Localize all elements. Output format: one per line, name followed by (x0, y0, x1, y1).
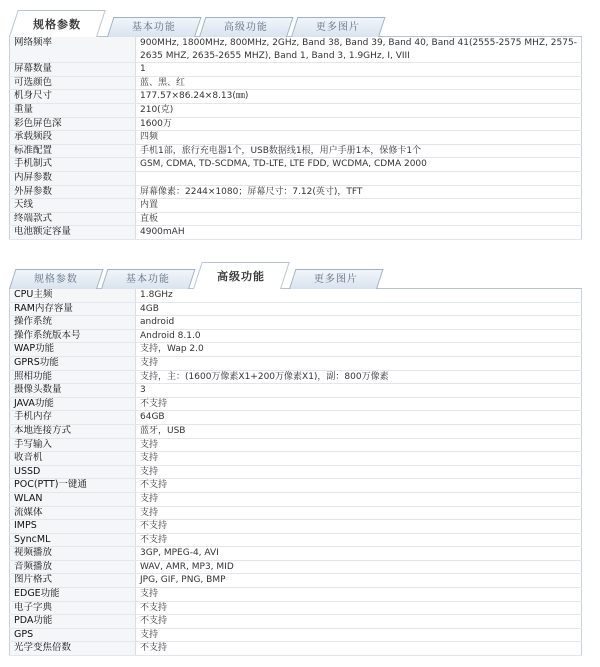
spec-value: 4GB (136, 302, 582, 316)
tab-basic-functions[interactable]: 基本功能 (107, 17, 201, 37)
spec-value: 900MHz, 1800MHz, 800MHz, 2GHz, Band 38, Band 39, Band 40, Band 41(2555-2575 MHZ, 2575-2635 MHZ, 2635-2655 MHZ), Band 1, Band 3, 1.9GHz, I, VIII (136, 37, 582, 63)
table-row (10, 63, 582, 77)
spec-label: 网络频率 (10, 37, 136, 63)
spec-label: POC(PTT)一键通 (10, 479, 136, 493)
table-row (10, 356, 582, 370)
spec-value: 不支持 (136, 615, 582, 629)
table-row (10, 642, 582, 656)
table-row (10, 226, 582, 240)
spec-label: 终端款式 (10, 212, 136, 226)
table-row (10, 506, 582, 520)
table-row (10, 117, 582, 131)
spec-label: 屏幕数量 (10, 63, 136, 77)
table-row (10, 185, 582, 199)
spec-value: JPG, GIF, PNG, BMP (136, 574, 582, 588)
spec-value: 屏幕像素：2244×1080；屏幕尺寸：7.12(英寸)，TFT (136, 185, 582, 199)
spec-value: 支持 (136, 465, 582, 479)
spec-value: 支持 (136, 452, 582, 466)
spec-label: 机身尺寸 (10, 90, 136, 104)
tab-specs[interactable]: 规格参数 (9, 269, 103, 289)
table-row (10, 384, 582, 398)
spec-label: WLAN (10, 492, 136, 506)
spec-label: 收音机 (10, 452, 136, 466)
table-row (10, 465, 582, 479)
spec-value: 蓝牙，USB (136, 424, 582, 438)
spec-value: 不支持 (136, 533, 582, 547)
spec-value: Android 8.1.0 (136, 329, 582, 343)
table-row (10, 560, 582, 574)
table-row (10, 520, 582, 534)
spec-value: 210(克) (136, 103, 582, 117)
table-row (10, 90, 582, 104)
tab-bar (9, 6, 582, 37)
spec-value: 64GB (136, 411, 582, 425)
spec-value: 3GP, MPEG-4, AVI (136, 547, 582, 561)
spec-value: 支持 (136, 356, 582, 370)
spec-label: 重量 (10, 103, 136, 117)
spec-value: 支持，Wap 2.0 (136, 343, 582, 357)
spec-label: 音频播放 (10, 560, 136, 574)
spec-value: 蓝、黑、红 (136, 76, 582, 90)
spec-label: GPS (10, 628, 136, 642)
tab-more-images[interactable]: 更多图片 (291, 17, 385, 37)
spec-value: 手机1部，旅行充电器1个，USB数据线1根，用户手册1本，保修卡1个 (136, 144, 582, 158)
table-row (10, 37, 582, 63)
table-row (10, 452, 582, 466)
table-row (10, 479, 582, 493)
spec-value: 1 (136, 63, 582, 77)
table-row (10, 492, 582, 506)
table-row (10, 615, 582, 629)
table-row (10, 212, 582, 226)
table-row (10, 158, 582, 172)
spec-label: 标准配置 (10, 144, 136, 158)
spec-label: 手机制式 (10, 158, 136, 172)
tab-basic-functions[interactable]: 基本功能 (101, 269, 195, 289)
spec-label: 光学变焦倍数 (10, 642, 136, 656)
tab-bar (9, 258, 582, 289)
spec-label: 操作系统版本号 (10, 329, 136, 343)
spec-value: 支持 (136, 438, 582, 452)
spec-section-advanced (9, 258, 582, 656)
spec-value: android (136, 316, 582, 330)
spec-label: 电池额定容量 (10, 226, 136, 240)
spec-label: JAVA功能 (10, 397, 136, 411)
table-row (10, 302, 582, 316)
spec-label: 外屏参数 (10, 185, 136, 199)
spec-label: 图片格式 (10, 574, 136, 588)
spec-label: 承载频段 (10, 131, 136, 145)
spec-value: 3 (136, 384, 582, 398)
table-row (10, 628, 582, 642)
spec-value: WAV, AMR, MP3, MID (136, 560, 582, 574)
spec-value: 支持 (136, 628, 582, 642)
tab-advanced-functions[interactable]: 高级功能 (199, 17, 293, 37)
spec-value: 支持 (136, 492, 582, 506)
spec-value: 支持 (136, 506, 582, 520)
spec-label: 摄像头数量 (10, 384, 136, 398)
table-row (10, 424, 582, 438)
spec-label: 手机内存 (10, 411, 136, 425)
spec-label: 电子字典 (10, 601, 136, 615)
spec-label: 照相功能 (10, 370, 136, 384)
spec-label: 手写输入 (10, 438, 136, 452)
spec-value: GSM, CDMA, TD-SCDMA, TD-LTE, LTE FDD, WCDMA, CDMA 2000 (136, 158, 582, 172)
table-row (10, 574, 582, 588)
table-row (10, 438, 582, 452)
spec-value: 不支持 (136, 397, 582, 411)
spec-label: 本地连接方式 (10, 424, 136, 438)
tab-specs[interactable]: 规格参数 (9, 10, 106, 37)
table-row (10, 533, 582, 547)
spec-label: 彩色屏色深 (10, 117, 136, 131)
table-row (10, 397, 582, 411)
spec-label: USSD (10, 465, 136, 479)
spec-label: CPU主频 (10, 289, 136, 302)
table-row (10, 144, 582, 158)
table-row (10, 171, 582, 185)
spec-value: 支持 (136, 588, 582, 602)
table-row (10, 601, 582, 615)
spec-value: 不支持 (136, 479, 582, 493)
table-row (10, 411, 582, 425)
spec-label: IMPS (10, 520, 136, 534)
spec-label: EDGE功能 (10, 588, 136, 602)
spec-value: 不支持 (136, 642, 582, 656)
spec-table (9, 289, 582, 656)
table-row (10, 76, 582, 90)
spec-value: 1600万 (136, 117, 582, 131)
spec-label: WAP功能 (10, 343, 136, 357)
table-row (10, 329, 582, 343)
table-row (10, 289, 582, 302)
spec-label: RAM内存容量 (10, 302, 136, 316)
spec-value: 四频 (136, 131, 582, 145)
spec-label: GPRS功能 (10, 356, 136, 370)
spec-value (136, 171, 582, 185)
spec-label: SyncML (10, 533, 136, 547)
table-row (10, 588, 582, 602)
spec-label: 流媒体 (10, 506, 136, 520)
spec-value: 内置 (136, 199, 582, 213)
spec-value: 177.57×86.24×8.13(㎜) (136, 90, 582, 104)
spec-label: 内屏参数 (10, 171, 136, 185)
spec-value: 不支持 (136, 520, 582, 534)
spec-section-basic (9, 6, 582, 240)
spec-value: 支持，主：(1600万像素X1+200万像素X1)，副：800万像素 (136, 370, 582, 384)
tab-advanced-functions[interactable]: 高级功能 (193, 262, 290, 289)
spec-table (9, 37, 582, 240)
tab-more-images[interactable]: 更多图片 (289, 269, 383, 289)
spec-value: 不支持 (136, 601, 582, 615)
table-row (10, 370, 582, 384)
spec-label: 视频播放 (10, 547, 136, 561)
table-row (10, 199, 582, 213)
table-row (10, 131, 582, 145)
table-row (10, 316, 582, 330)
spec-label: PDA功能 (10, 615, 136, 629)
spec-label: 操作系统 (10, 316, 136, 330)
spec-label: 天线 (10, 199, 136, 213)
spec-label: 可选颜色 (10, 76, 136, 90)
spec-value: 直板 (136, 212, 582, 226)
table-row (10, 103, 582, 117)
table-row (10, 547, 582, 561)
table-row (10, 343, 582, 357)
spec-value: 1.8GHz (136, 289, 582, 302)
spec-value: 4900mAH (136, 226, 582, 240)
